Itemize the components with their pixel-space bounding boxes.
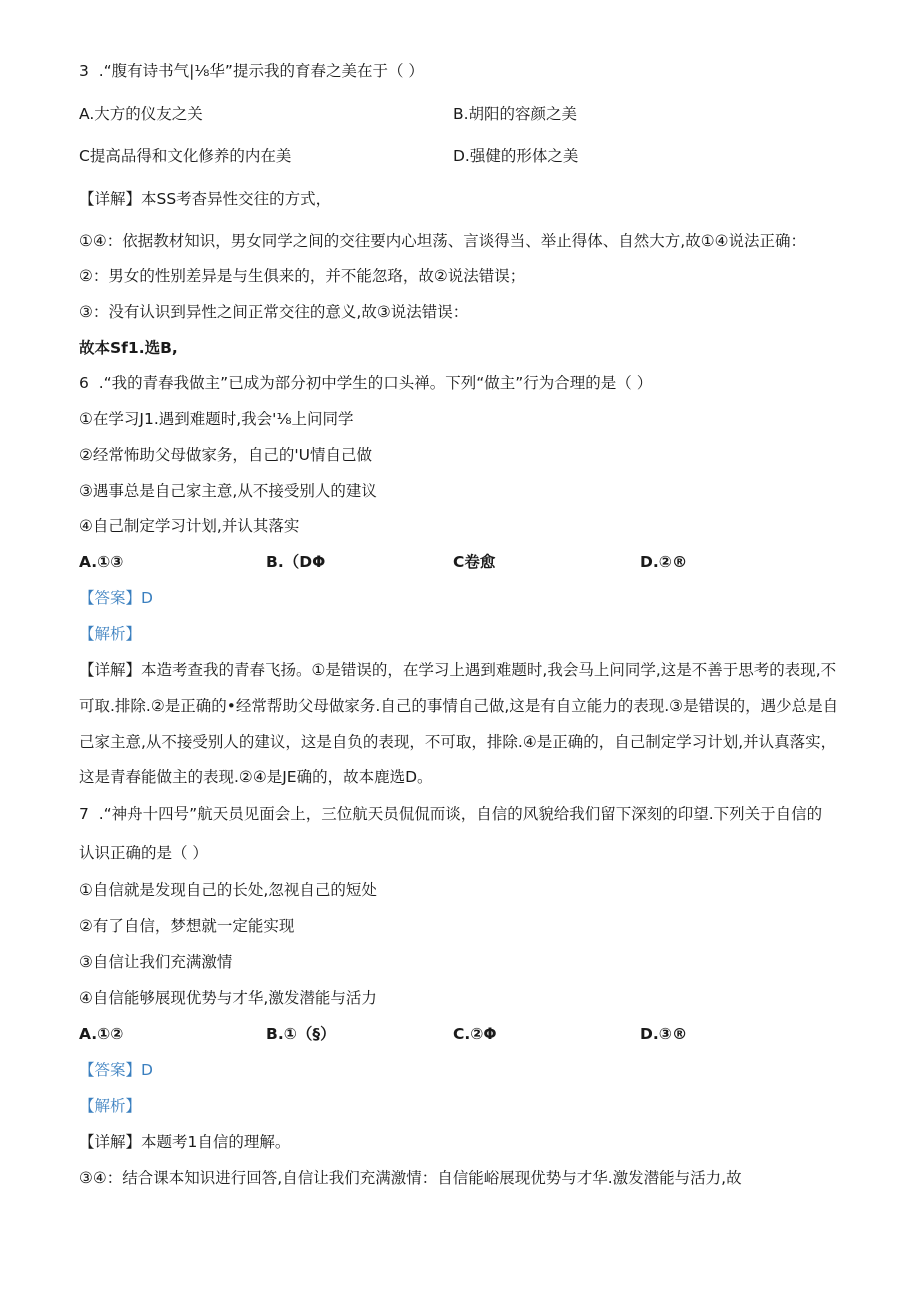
q6-item: ①在学习J1.遇到难题时,我会'⅛上问同学 — [79, 410, 354, 428]
q7-item: ④自信能够展现优势与才华,激发潜能与活力 — [79, 989, 377, 1007]
q7-stem-line: 7 .“神舟十四号”航天员见面会上，三位航天员侃侃而谈，自信的风貌给我们留下深刻的印望.下列关于自信的 — [79, 805, 823, 823]
q6-stem: 6 .“我的青春我做主”已成为部分初中学生的口头禅。下列“做主”行为合理的是（ ） — [79, 374, 653, 392]
q6-option-c: C卷愈 — [453, 553, 496, 571]
q7-item: ②有了自信，梦想就一定能实现 — [79, 917, 295, 935]
q7-item: ③自信让我们充满激情 — [79, 953, 233, 971]
q3-option-b: B.胡阳的容颜之美 — [453, 105, 578, 123]
q7-option-c: C.②Φ — [453, 1025, 497, 1043]
q6-item: ③遇事总是自己家主意,从不接受别人的建议 — [79, 482, 377, 500]
q7-option-d: D.③® — [640, 1025, 688, 1043]
q7-analysis: ③④：结合课本知识进行回答,自信让我们充满激情：自信能峪展现优势与才华.激发潜能与活力,故 — [79, 1169, 742, 1187]
q7-detail: 【详解】本题考1自信的理解。 — [79, 1133, 291, 1151]
q6-answer: 【答案】D — [79, 589, 153, 607]
q3-option-c: C提高品得和文化修养的内在美 — [79, 147, 292, 165]
q6-option-b: B.（DΦ — [266, 553, 326, 571]
q6-detail-line: 可取.排除.②是正确的•经常帮助父母做家务.自己的事情自己做,这是有自立能力的表现.③是错误的，遇少总是自 — [79, 697, 839, 715]
q6-detail-line: 这是青春能做主的表现.②④是JE确的，故本鹿选D。 — [79, 768, 433, 786]
q3-stem: 3 .“腹有诗书气|⅛华”提示我的育春之美在于（ ） — [79, 62, 424, 80]
q7-analysis-tag: 【解析】 — [79, 1097, 142, 1115]
q3-analysis-line: ②：男女的性别差异是与生俱来的，并不能忽珞，故②说法错误； — [79, 267, 526, 285]
q3-option-d: D.强健的形体之美 — [453, 147, 579, 165]
q6-item: ④自己制定学习计划,并认其落实 — [79, 517, 300, 535]
q3-detail: 【详解】本SS考杳异性交往的方式， — [79, 190, 332, 208]
q3-analysis-line: ③：没有认识到异性之间正常交往的意义,故③说法错误： — [79, 303, 469, 321]
q7-option-a: A.①② — [79, 1025, 124, 1043]
q3-conclusion: 故本Sf1.选B, — [79, 339, 178, 357]
q7-item: ①自信就是发现自己的长处,忽视自己的短处 — [79, 881, 377, 899]
q6-option-d: D.②® — [640, 553, 688, 571]
q6-detail-line: 【详解】本造考查我的青春飞扬。①是错误的，在学习上遇到难题时,我会马上问同学,这是不善于思考的表现,不 — [79, 661, 837, 679]
q6-item: ②经常怖助父母做家务，自己的'U情自己做 — [79, 446, 373, 464]
q6-option-a: A.①③ — [79, 553, 124, 571]
q6-detail-line: 己家主意,从不接受别人的建议，这是自负的表现，不可取，排除.④是正确的，自己制定学习计划,并认真落实， — [79, 733, 837, 751]
q7-option-b: B.①（§） — [266, 1025, 336, 1043]
q7-stem-line: 认识正确的是（ ） — [79, 844, 208, 862]
q3-option-a: A.大方的仪友之关 — [79, 105, 203, 123]
q3-analysis-line: ①④：依据教材知识，男女同学之间的交往要内心坦荡、言谈得当、举止得体、自然大方,故①④说法正确： — [79, 232, 807, 250]
q7-answer: 【答案】D — [79, 1061, 153, 1079]
q6-analysis-tag: 【解析】 — [79, 625, 142, 643]
